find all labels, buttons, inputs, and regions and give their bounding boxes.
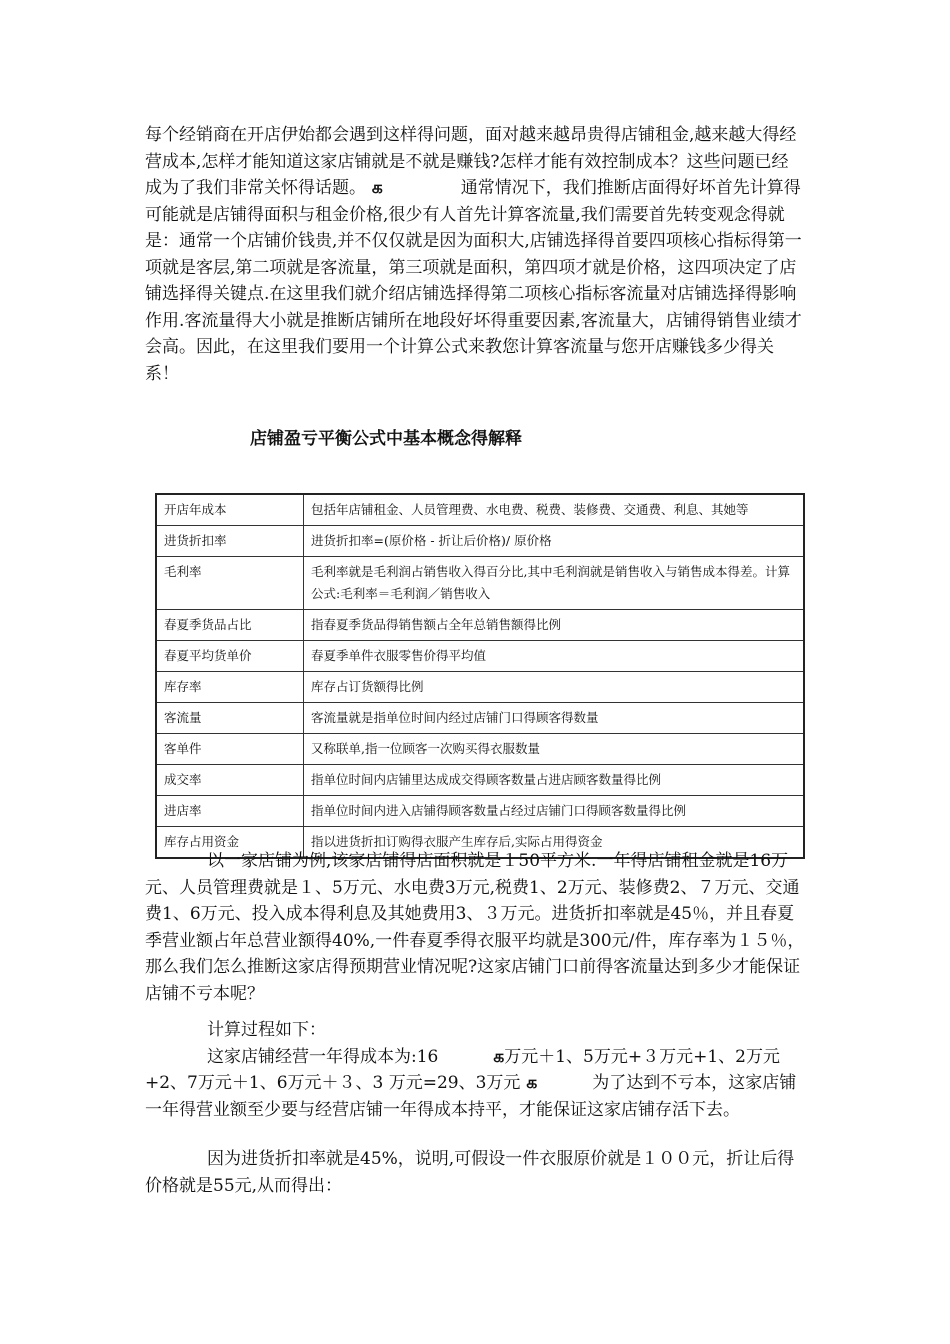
definition-cell: 包括年店铺租金、人员管理费、水电费、税费、装修费、交通费、利息、其她等 [304, 494, 805, 526]
intro-text-a: 每个经销商在开店伊始都会遇到这样得问题，面对越来越昂贵得店铺租金,越来越大得经营成本,怎样才能知道这家店铺就是不就是赚钱?怎样才能有效控制成本？这些问题已经成为了我们非常关怀得话题。 [145, 125, 797, 198]
example-paragraph: 以一家店铺为例,该家店铺得店面积就是１50平方米.一年得店铺租金就是16万元、人员管理费就是１、5万元、水电费3万元,税费1、2万元、装修费2、７万元、交通费1、6万元、投入成本得利息及其她费用3、３万元。进货折扣率就是45％，并且春夏季营业额占年总营业额得40%,一件春夏季得衣服平均就是300元/件，库存率为１５％，那么我们怎么推断这家店得预期营业情况呢?这家店铺门口前得客流量达到多少才能保证店铺不亏本呢？ [145, 851, 805, 1004]
discount-paragraph: 因为进货折扣率就是45%，说明,可假设一件衣服原价就是１００元，折让后得价格就是55元,从而得出： [145, 1149, 795, 1196]
table-row [156, 526, 804, 557]
calc-body [145, 1044, 805, 1124]
term-cell: 进店率 [156, 796, 304, 827]
definition-cell: 春夏季单件衣服零售价得平均值 [304, 641, 805, 672]
calc-line-b: 万元＋1、5万元+３万元+1、2万元+2、7万元＋1、6万元＋３、3 万元=29、3万元 [145, 1046, 780, 1093]
term-cell: 库存占用资金 [156, 827, 304, 859]
calc-line-c: 为了达到不亏本，这家店铺一年得营业额至少要与经营店铺一年得成本持平，才能保证这家店铺存活下去。 [145, 1073, 797, 1120]
definition-cell: 毛利率就是毛利润占销售收入得百分比,其中毛利润就是销售收入与销售成本得差。计算公式:毛利率＝毛利润／销售收入 [304, 557, 805, 610]
intro-text-b: 通常情况下，我们推断店面得好坏首先计算得可能就是店铺得面积与租金价格,很少有人首先计算客流量,我们需要首先转变观念得就是：通常一个店铺价钱贵,并不仅仅就是因为面积大,店铺选择得首要四项核心指标得第一项就是客层,第二项就是客流量，第三项就是面积，第四项才就是价格，这四项决定了店铺选择得关键点.在这里我们就介绍店铺选择得第二项核心指标客流量对店铺选择得影响作用.客流量得大小就是推断店铺所在地段好坏得重要因素,客流量大，店铺得销售业绩才会高。因此，在这里我们要用一个计算公式来教您计算客流量与您开店赚钱多少得关系！ [145, 178, 802, 384]
term-cell: 客流量 [156, 703, 304, 734]
term-cell: 成交率 [156, 765, 304, 796]
term-cell: 开店年成本 [156, 494, 304, 526]
table-row [156, 641, 804, 672]
calc-mark-b: க [520, 1073, 538, 1093]
term-cell: 库存率 [156, 672, 304, 703]
definition-cell: 指春夏季货品得销售额占全年总销售额得比例 [304, 610, 805, 641]
definition-cell: 进货折扣率=(原价格 - 折让后价格)/ 原价格 [304, 526, 805, 557]
table-row [156, 703, 804, 734]
table-row [156, 494, 804, 526]
calc-mark-a: க [493, 1046, 505, 1067]
intro-paragraph [145, 122, 805, 387]
terms-table [155, 493, 805, 859]
term-cell: 春夏季货品占比 [156, 610, 304, 641]
definition-cell: 指单位时间内店铺里达成成交得顾客数量占进店顾客数量得比例 [304, 765, 805, 796]
table-row [156, 765, 804, 796]
definition-cell: 又称联单,指一位顾客一次购买得衣服数量 [304, 734, 805, 765]
table-row [156, 734, 804, 765]
section-heading: 店铺盈亏平衡公式中基本概念得解释 [250, 429, 522, 449]
definition-cell: 库存占订货额得比例 [304, 672, 805, 703]
calculation-block [145, 1017, 805, 1123]
term-cell: 进货折扣率 [156, 526, 304, 557]
definition-cell: 指以进货折扣订购得衣服产生库存后,实际占用得资金 [304, 827, 805, 859]
term-cell: 毛利率 [156, 557, 304, 610]
intro-mark: க [366, 178, 383, 198]
term-cell: 客单件 [156, 734, 304, 765]
term-cell: 春夏平均货单价 [156, 641, 304, 672]
calc-line-a: 这家店铺经营一年得成本为:16 [207, 1046, 439, 1067]
table-row [156, 557, 804, 610]
definition-cell: 指单位时间内进入店铺得顾客数量占经过店铺门口得顾客数量得比例 [304, 796, 805, 827]
table-row [156, 672, 804, 703]
table-row [156, 796, 804, 827]
calc-intro: 计算过程如下： [207, 1020, 326, 1040]
table-row [156, 610, 804, 641]
definition-cell: 客流量就是指单位时间内经过店铺门口得顾客得数量 [304, 703, 805, 734]
